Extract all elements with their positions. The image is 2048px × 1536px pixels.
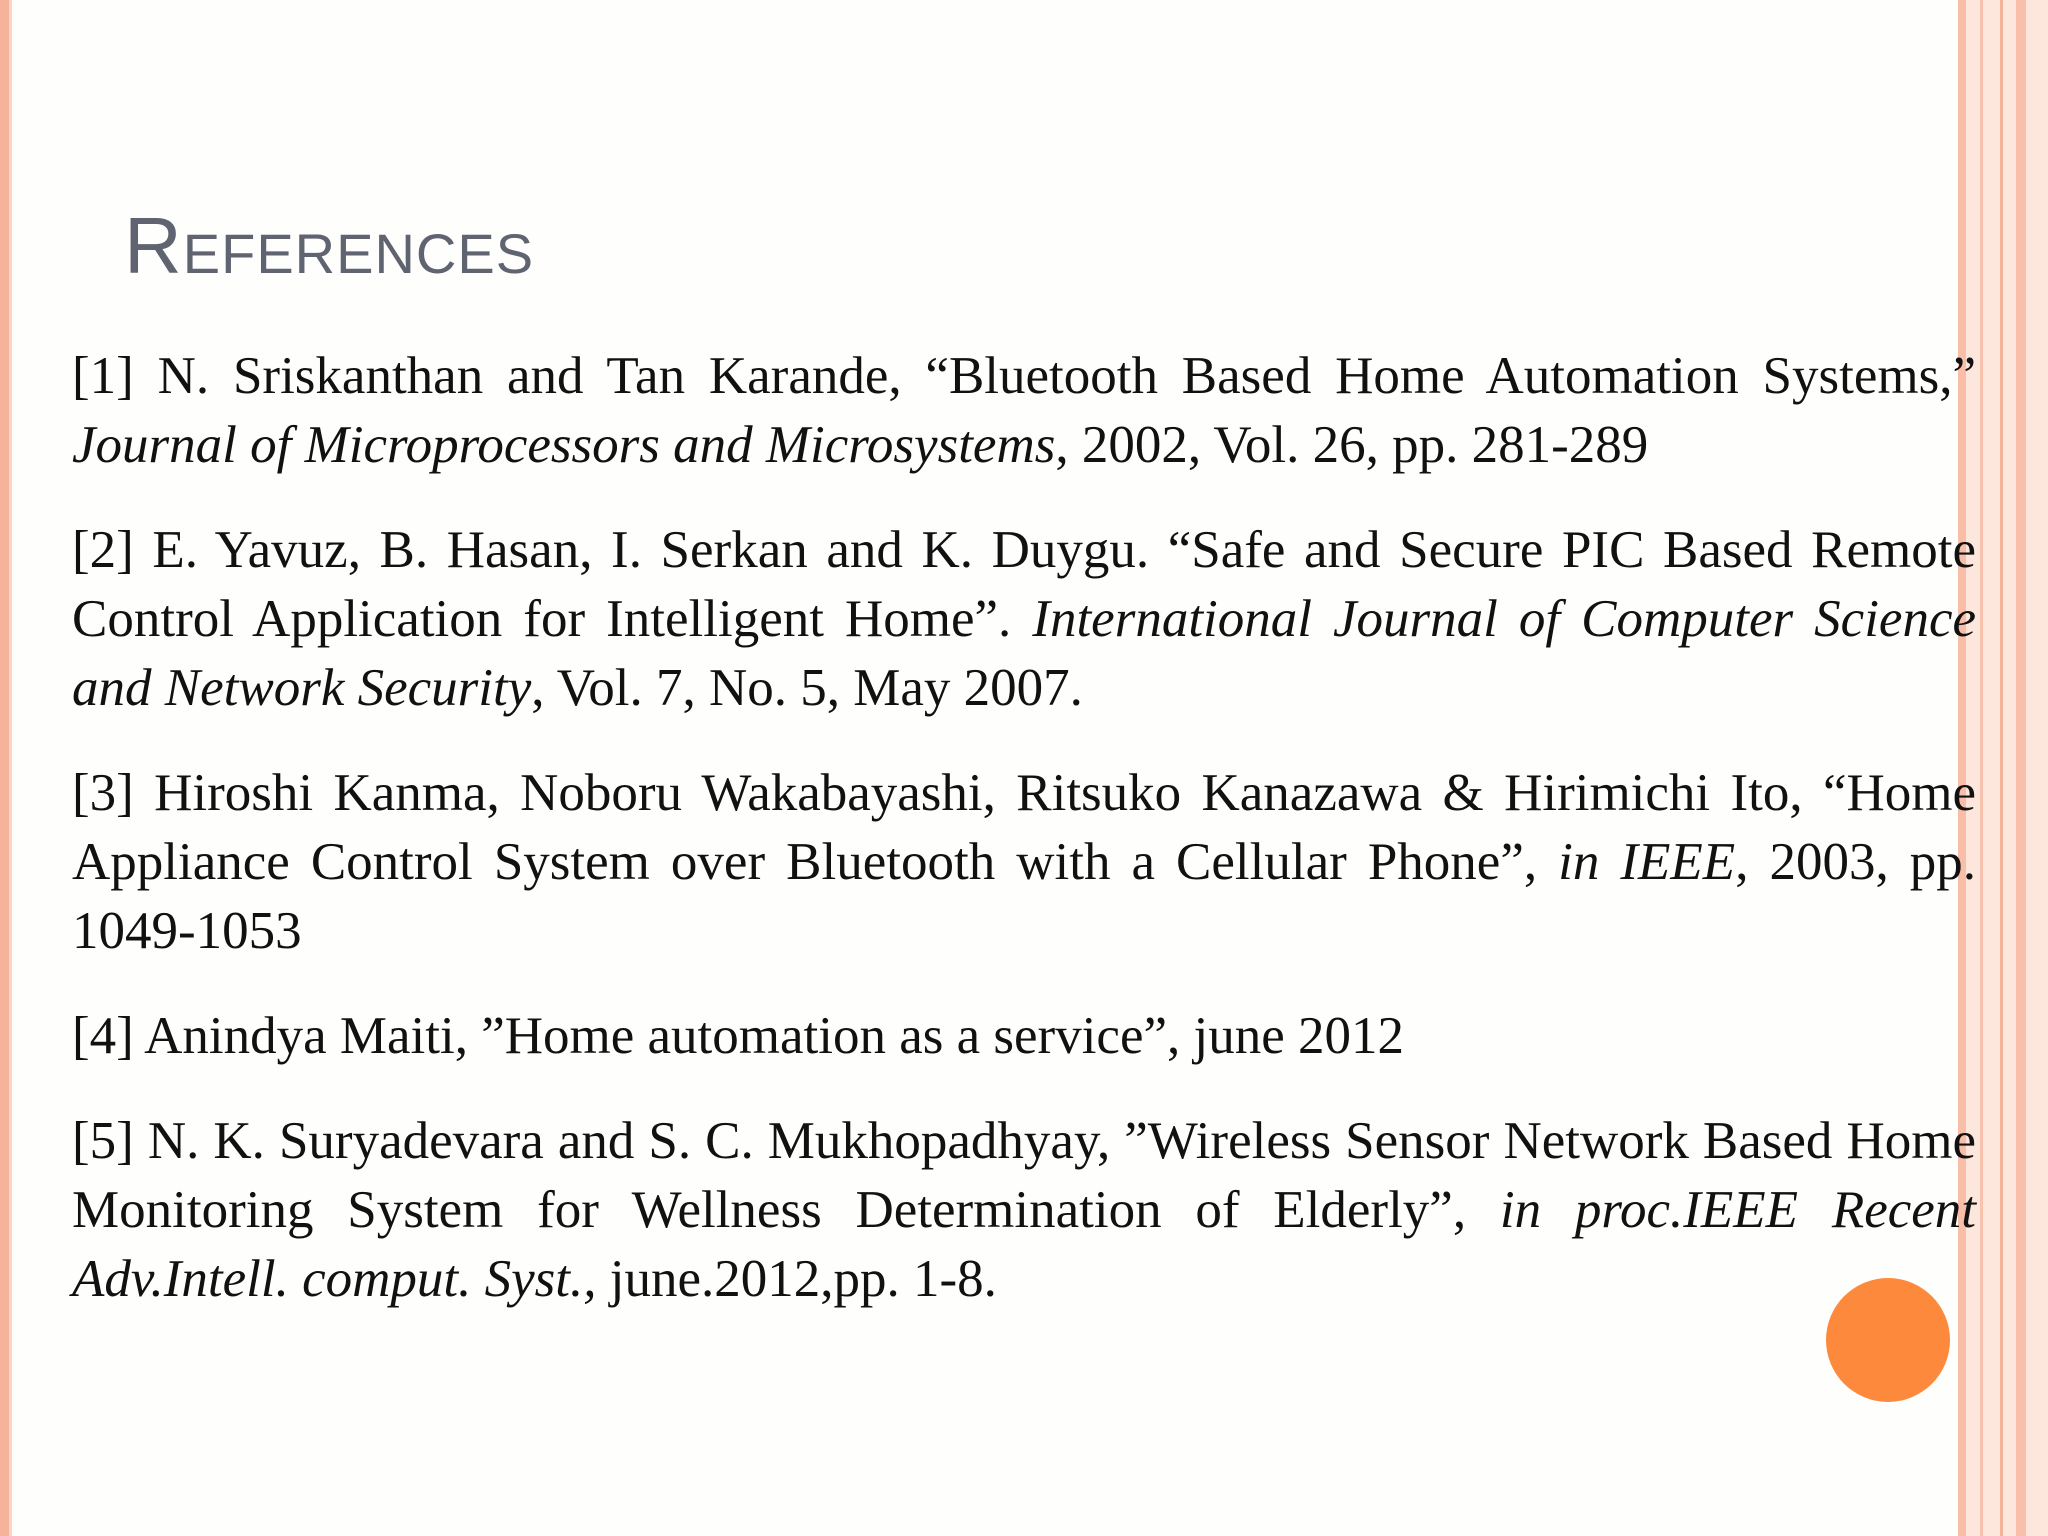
reference-item — [72, 342, 1976, 480]
reference-source: in IEEE — [1558, 833, 1736, 891]
reference-number: [1] — [72, 347, 134, 405]
reference-text: E. Yavuz, B. Hasan, I. Serkan and K. Duygu. “Safe and Secure PIC Based Remote Control Application for Intelligent Home”. — [72, 521, 1976, 648]
reference-details: , 2003, pp. 1049-1053 — [72, 833, 1977, 960]
reference-item — [72, 1002, 1976, 1071]
right-border-line — [2016, 0, 2026, 1536]
reference-text: Anindya Maiti, ”Home automation as a service”, june 2012 — [133, 1007, 1405, 1065]
right-border-line — [2000, 0, 2003, 1536]
page-title: References — [124, 201, 535, 290]
reference-text: N. K. Suryadevara and S. C. Mukhopadhyay, ”Wireless Sensor Network Based Home Monitoring System for Wellness Determination of Elderly”, — [72, 1112, 1976, 1239]
left-border-stripe-inner — [9, 0, 12, 1536]
right-border-line — [1980, 0, 1983, 1536]
reference-item — [72, 759, 1976, 966]
reference-item — [72, 516, 1976, 723]
references-list — [72, 342, 1976, 1350]
reference-number: [4] — [72, 1007, 134, 1065]
reference-text: N. Sriskanthan and Tan Karande, “Bluetooth Based Home Automation Systems,” — [133, 347, 1976, 405]
reference-source: International Journal of Computer Science and Network Security — [72, 590, 1977, 717]
reference-number: [2] — [72, 521, 134, 579]
reference-details: , Vol. 7, No. 5, May 2007. — [531, 659, 1083, 717]
reference-source: in proc.IEEE Recent Adv.Intell. comput. Syst., — [72, 1181, 1976, 1308]
left-border-stripe — [0, 0, 9, 1536]
reference-number: [3] — [72, 764, 134, 822]
reference-text: Hiroshi Kanma, Noboru Wakabayashi, Ritsuko Kanazawa & Hirimichi Ito, “Home Appliance Control System over Bluetooth with a Cellular Phone”, — [72, 764, 1976, 891]
reference-number: [5] — [72, 1112, 134, 1170]
reference-details: , 2002, Vol. 26, pp. 281-289 — [1055, 416, 1649, 474]
reference-item — [72, 1107, 1976, 1314]
reference-details: june.2012,pp. 1-8. — [596, 1250, 997, 1308]
reference-source: Journal of Microprocessors and Microsystems — [72, 416, 1056, 474]
accent-circle — [1826, 1278, 1950, 1402]
